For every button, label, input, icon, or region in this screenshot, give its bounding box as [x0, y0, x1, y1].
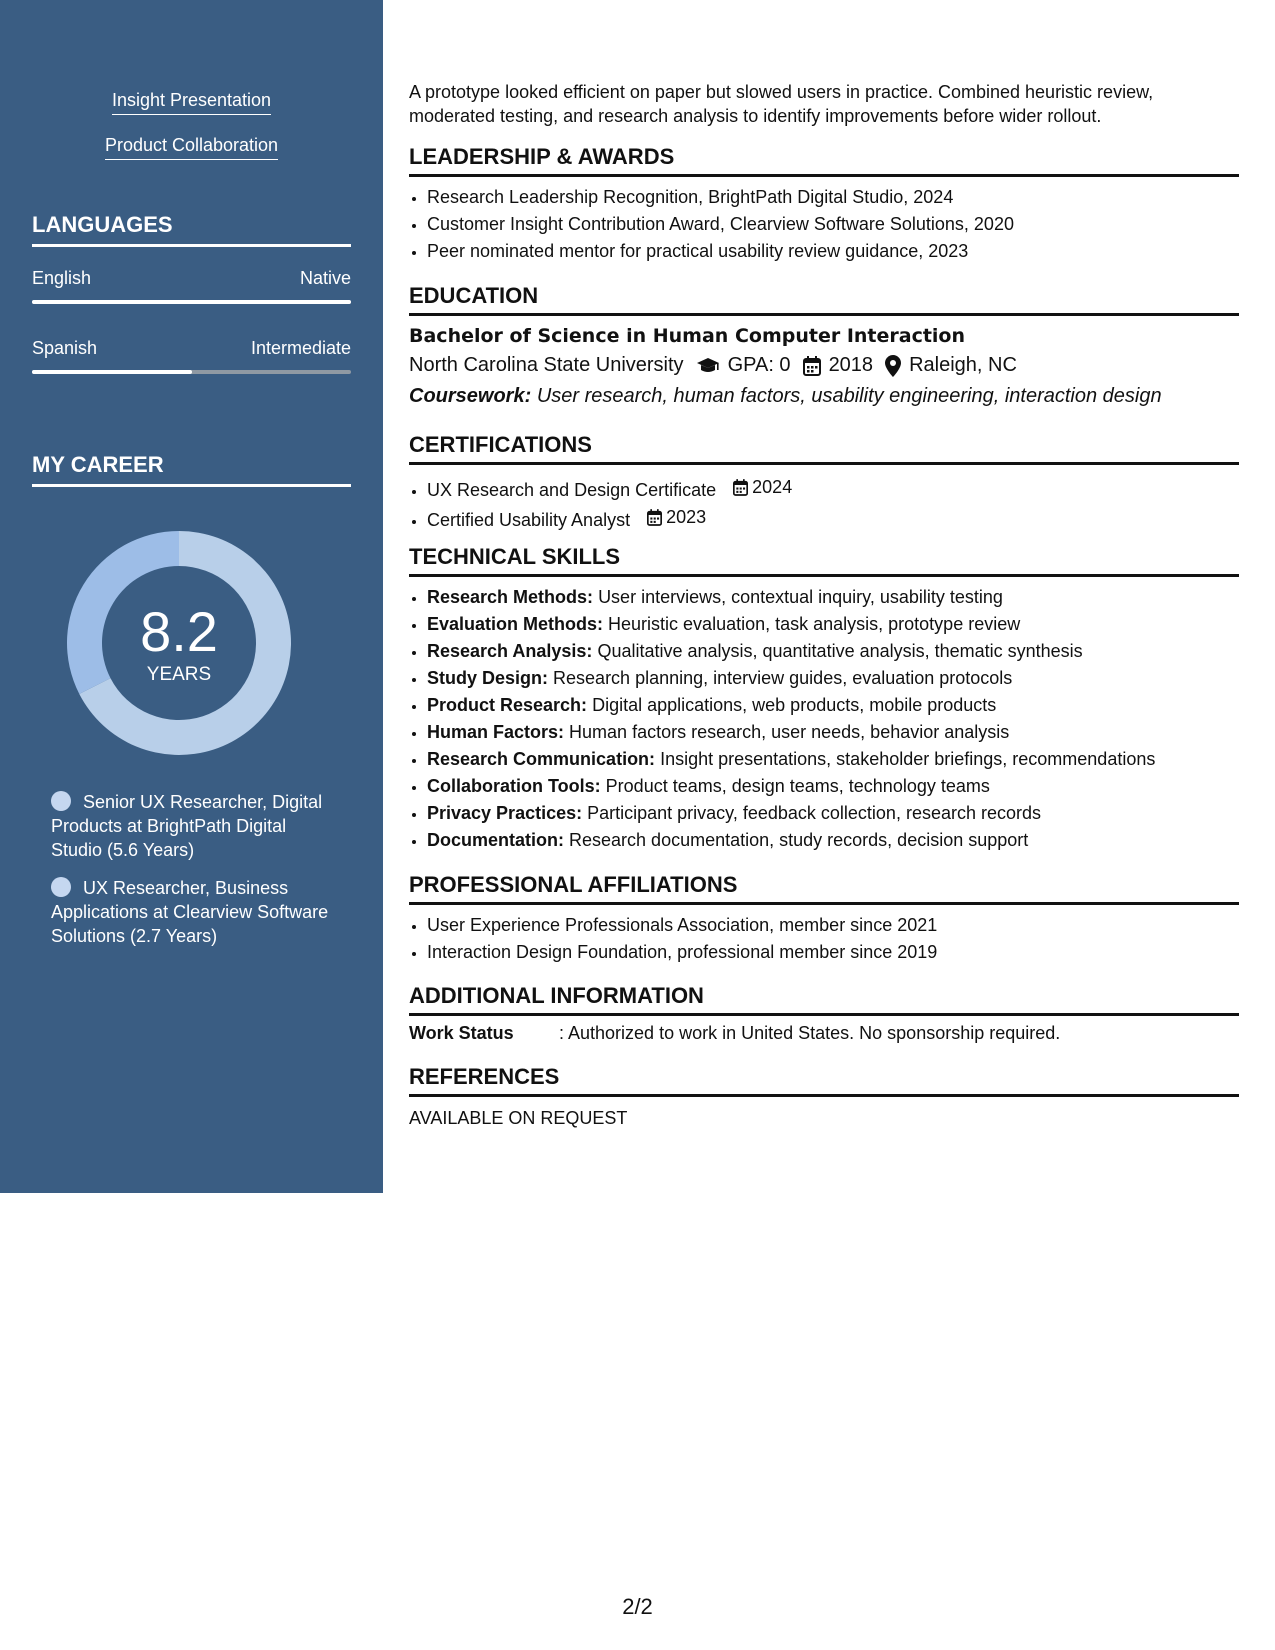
project-description: A prototype looked efficient on paper but slowed users in practice. Combined heuristic review, moderated testing, and research analysis to identify improvements before wider rollout.	[409, 82, 1154, 126]
language-name: Spanish	[32, 338, 98, 358]
skill-detail: Research documentation, study records, decision support	[569, 830, 1029, 850]
skill-detail: Human factors research, user needs, behavior analysis	[569, 722, 1010, 742]
career-item-text: Senior UX Researcher, Digital Products at BrightPath Digital Studio (5.6 Years)	[51, 792, 323, 860]
education-details	[409, 354, 1017, 377]
skill-category: Research Analysis:	[427, 641, 593, 661]
career-total-years: 8.2	[140, 600, 218, 663]
leadership-list	[409, 184, 1239, 265]
list-item	[427, 827, 1239, 854]
page-number: 2/2	[622, 1594, 653, 1619]
list-item: • Interaction Design Foundation, professional member since 2019	[427, 939, 1239, 966]
skill-label: Product Collaboration	[105, 133, 278, 160]
list-item: • Customer Insight Contribution Award, Clearview Software Solutions, 2020	[427, 211, 1239, 238]
languages-heading: LANGUAGES	[32, 212, 351, 247]
skill-detail: Heuristic evaluation, task analysis, prototype review	[608, 614, 1021, 634]
skill-item	[0, 133, 383, 160]
leadership-heading: LEADERSHIP & AWARDS	[409, 144, 1239, 177]
education-heading: EDUCATION	[409, 283, 1239, 316]
graduation-cap-icon	[696, 357, 720, 375]
affiliations-heading: PROFESSIONAL AFFILIATIONS	[409, 872, 1239, 905]
coursework	[409, 385, 1162, 408]
legend-dot-icon	[51, 791, 71, 811]
list-item	[427, 665, 1239, 692]
language-row	[32, 268, 351, 289]
list-item	[427, 638, 1239, 665]
list-item	[427, 773, 1239, 800]
skill-category: Study Design:	[427, 668, 549, 688]
calendar-icon	[803, 356, 821, 376]
list-item	[427, 800, 1239, 827]
certifications-list	[409, 474, 1239, 534]
skill-detail: Digital applications, web products, mobile products	[592, 695, 997, 715]
language-level: Intermediate	[250, 338, 351, 358]
certifications-heading: CERTIFICATIONS	[409, 432, 1239, 465]
work-status-label: Work Status	[409, 1023, 514, 1043]
language-proficiency-fill	[32, 370, 192, 374]
coursework-label: Coursework:	[409, 385, 532, 407]
technical-skills-list	[409, 584, 1239, 854]
list-item	[427, 504, 1239, 534]
location-pin-icon	[885, 355, 901, 377]
language-name: English	[32, 268, 92, 288]
career-item	[51, 790, 341, 862]
affiliations-list	[409, 912, 1239, 966]
language-proficiency-bar	[32, 370, 351, 374]
language-proficiency-bar	[32, 300, 351, 304]
certification-name: Certified Usability Analyst	[427, 510, 631, 530]
skill-category: Evaluation Methods:	[427, 614, 604, 634]
list-item	[427, 746, 1239, 773]
skill-category: Human Factors:	[427, 722, 565, 742]
skill-category: Privacy Practices:	[427, 803, 583, 823]
work-status	[409, 1023, 1060, 1044]
skill-category: Research Methods:	[427, 587, 594, 607]
certification-name: UX Research and Design Certificate	[427, 480, 717, 500]
list-item: • Research Leadership Recognition, BrightPath Digital Studio, 2024	[427, 184, 1239, 211]
list-item	[427, 474, 1239, 504]
calendar-icon	[733, 479, 748, 496]
school-location: Raleigh, NC	[909, 354, 1017, 376]
skill-detail: Research planning, interview guides, evaluation protocols	[553, 668, 1013, 688]
gpa: GPA: 0	[727, 354, 791, 376]
work-status-value: : Authorized to work in United States. No sponsorship required.	[559, 1023, 1061, 1043]
career-item-text: UX Researcher, Business Applications at Clearview Software Solutions (2.7 Years)	[51, 878, 329, 946]
skill-category: Collaboration Tools:	[427, 776, 601, 796]
list-item: • Peer nominated mentor for practical usability review guidance, 2023	[427, 238, 1239, 265]
certification-year: 2023	[666, 507, 707, 527]
calendar-icon	[647, 509, 662, 526]
skill-detail: Qualitative analysis, quantitative analysis, thematic synthesis	[597, 641, 1083, 661]
skill-detail: Insight presentations, stakeholder briefings, recommendations	[660, 749, 1156, 769]
legend-dot-icon	[51, 877, 71, 897]
list-item	[427, 584, 1239, 611]
list-item	[427, 719, 1239, 746]
skill-detail: User interviews, contextual inquiry, usability testing	[598, 587, 1003, 607]
skill-label: Insight Presentation	[112, 88, 271, 115]
career-total-unit: YEARS	[146, 664, 212, 685]
skill-detail: Product teams, design teams, technology teams	[605, 776, 990, 796]
list-item	[427, 611, 1239, 638]
sidebar	[0, 0, 383, 1193]
references-text: AVAILABLE ON REQUEST	[409, 1108, 628, 1128]
skill-category: Product Research:	[427, 695, 588, 715]
technical-skills-heading: TECHNICAL SKILLS	[409, 544, 1239, 577]
language-level: Native	[299, 268, 351, 288]
skill-category: Research Communication:	[427, 749, 656, 769]
list-item	[427, 692, 1239, 719]
graduation-year: 2018	[828, 354, 874, 376]
additional-info-heading: ADDITIONAL INFORMATION	[409, 983, 1239, 1016]
language-proficiency-fill	[32, 300, 351, 304]
school-name: North Carolina State University	[409, 354, 684, 376]
skill-category: Documentation:	[427, 830, 564, 850]
coursework-text: User research, human factors, usability engineering, interaction design	[536, 385, 1162, 407]
career-heading: MY CAREER	[32, 452, 351, 487]
skill-item	[0, 88, 383, 115]
list-item: • User Experience Professionals Association, member since 2021	[427, 912, 1239, 939]
skill-detail: Participant privacy, feedback collection, research records	[587, 803, 1042, 823]
references-heading: REFERENCES	[409, 1064, 1239, 1097]
degree-title: Bachelor of Science in Human Computer Interaction	[409, 325, 966, 347]
career-item	[51, 876, 341, 948]
certification-year: 2024	[752, 477, 793, 497]
language-row	[32, 338, 351, 359]
